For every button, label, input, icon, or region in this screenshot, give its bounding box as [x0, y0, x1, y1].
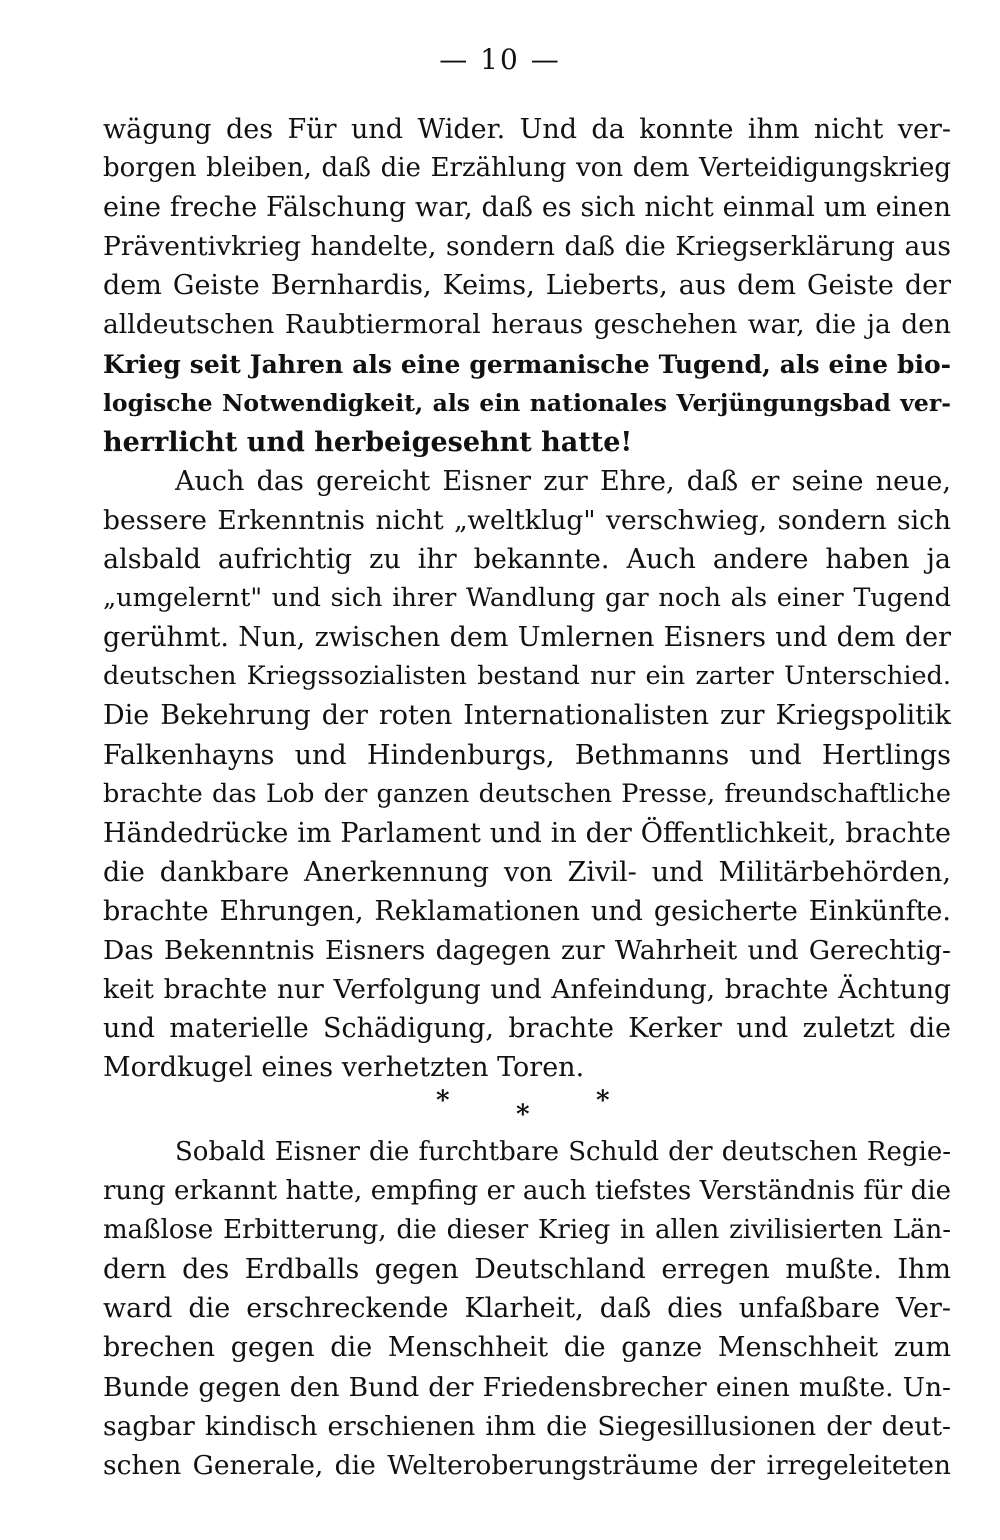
paragraph-line: Falkenhayns und Hindenburgs, Bethmanns und Hertlings — [103, 739, 951, 771]
paragraph-line: Sobald Eisner die furchtbare Schuld der deutschen Regie- — [175, 1137, 951, 1167]
paragraph-line-bold: logische Notwendigkeit, als ein nationales Verjüngungsbad ver- — [103, 388, 951, 417]
paragraph-line: deutschen Kriegssozialisten bestand nur ein zarter Unterschied. — [103, 661, 951, 692]
paragraph-line: brechen gegen die Menschheit die ganze Menschheit zum — [103, 1332, 951, 1364]
paragraph-line-bold: herrlicht und herbeigesehnt hatte! — [103, 426, 633, 458]
paragraph-line: „umgelernt" und sich ihrer Wandlung gar noch als einer Tugend — [103, 583, 951, 614]
paragraph-line: schen Generale, die Welteroberungsträume der irregeleiteten — [103, 1449, 951, 1481]
text-block-lower — [103, 1133, 951, 1485]
page-number: — 10 — — [439, 43, 561, 76]
separator-asterisk: * — [436, 1086, 450, 1116]
paragraph-line: keit brachte nur Verfolgung und Anfeindung, brachte Ächtung — [103, 974, 951, 1006]
separator-asterisk: * — [596, 1086, 610, 1116]
paragraph-line: rung erkannt hatte, empfing er auch tiefstes Verständnis für die — [103, 1176, 951, 1207]
paragraph-line-bold: Krieg seit Jahren als eine germanische Tugend, als eine bio- — [103, 349, 951, 379]
paragraph-line: Händedrücke im Parlament und in der Öffentlichkeit, brachte — [103, 817, 951, 849]
paragraph-line: brachte Ehrungen, Reklamationen und gesicherte Einkünfte. — [103, 895, 951, 927]
paragraph-line: dem Geiste Bernhardis, Keims, Lieberts, aus dem Geiste der — [103, 270, 951, 302]
paragraph-line: und materielle Schädigung, brachte Kerker und zuletzt die — [103, 1013, 951, 1045]
paragraph-line: Bunde gegen den Bund der Friedensbrecher einen mußte. Un- — [103, 1371, 951, 1403]
paragraph-line: Die Bekehrung der roten Internationalisten zur Kriegspolitik — [103, 700, 951, 732]
paragraph-line: Mordkugel eines verhetzten Toren. — [103, 1052, 585, 1084]
paragraph-line: bessere Erkenntnis nicht „weltklug" verschwieg, sondern sich — [103, 504, 951, 536]
paragraph-line: maßlose Erbitterung, die dieser Krieg in allen zivilisierten Län- — [103, 1215, 951, 1246]
paragraph-line: Das Bekenntnis Eisners dagegen zur Wahrheit und Gerechtig- — [103, 934, 951, 966]
separator-asterisk: * — [516, 1100, 530, 1130]
paragraph-line: alsbald aufrichtig zu ihr bekannte. Auch andere haben ja — [103, 544, 951, 576]
paragraph-line: ward die erschreckende Klarheit, daß dies unfaßbare Ver- — [103, 1293, 951, 1325]
paragraph-line: dern des Erdballs gegen Deutschland erregen mußte. Ihm — [103, 1254, 951, 1286]
paragraph-line: sagbar kindisch erschienen ihm die Siegesillusionen der deut- — [103, 1410, 951, 1442]
paragraph-line: Präventivkrieg handelte, sondern daß die Kriegserklärung aus — [103, 231, 951, 263]
paragraph-line: borgen bleiben, daß die Erzählung von dem Verteidigungskrieg — [103, 153, 951, 184]
paragraph-line: gerühmt. Nun, zwischen dem Umlernen Eisners und dem der — [103, 622, 951, 654]
section-separator — [0, 1082, 1000, 1130]
text-block-upper — [103, 110, 951, 1087]
paragraph-line: Auch das gereicht Eisner zur Ehre, daß er seine neue, — [175, 465, 951, 497]
paragraph-line: alldeutschen Raubtiermoral heraus geschehen war, die ja den — [103, 309, 951, 341]
paragraph-line: die dankbare Anerkennung von Zivil- und Militärbehörden, — [103, 856, 951, 888]
paragraph-line: wägung des Für und Wider. Und da konnte ihm nicht ver- — [103, 114, 951, 145]
paragraph-line: eine freche Fälschung war, daß es sich nicht einmal um einen — [103, 192, 951, 224]
paragraph-line: brachte das Lob der ganzen deutschen Presse, freundschaftliche — [103, 778, 951, 809]
